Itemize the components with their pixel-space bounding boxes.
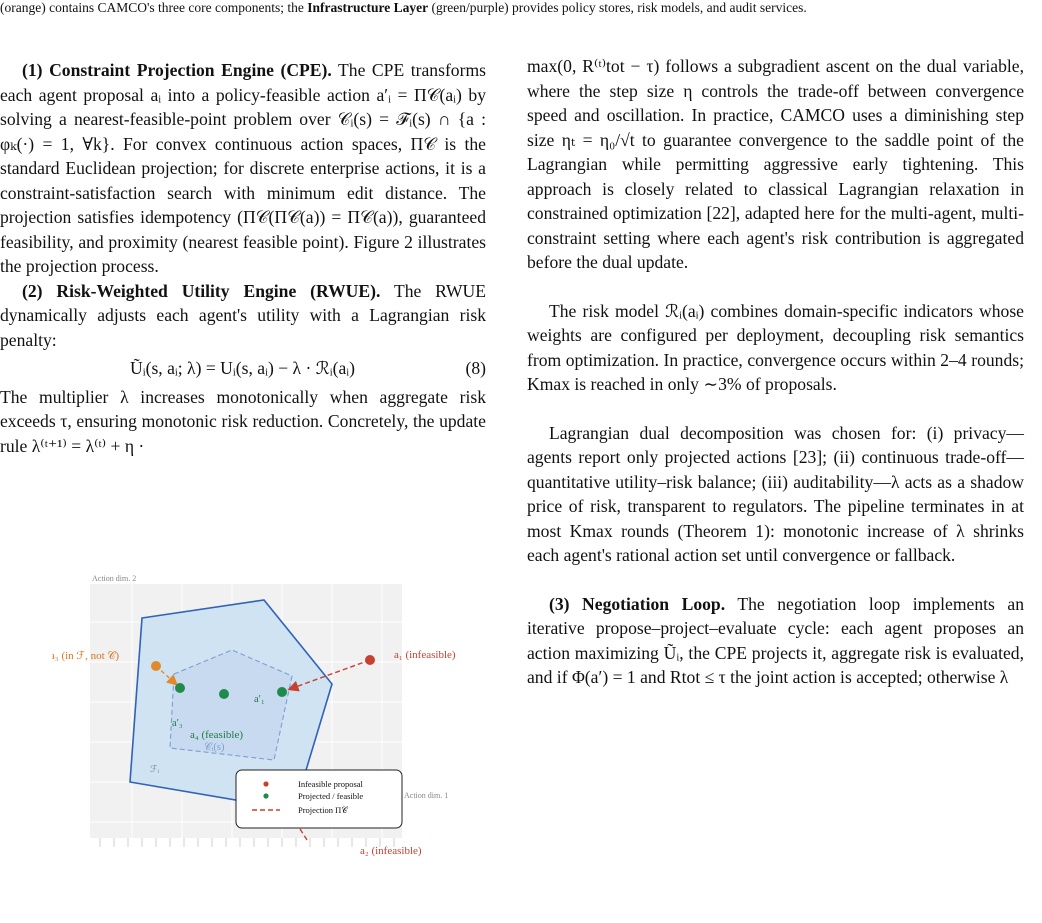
point-a1-prime	[277, 687, 287, 697]
negotiation-text: The negotiation loop implements an iterative propose–project–evaluate cycle: each agent proposes an action maximizing Ũᵢ, the CPE projects it, aggregate risk is evaluated, and if Φ(a′) = 1 and Rtot ≤ τ the joint action is accepted; otherwise λ	[527, 593, 1024, 687]
label-a1: a₁ (infeasible)	[394, 649, 456, 661]
equation-8	[0, 352, 486, 385]
lagrangian-paragraph: Lagrangian dual decomposition was chosen for: (i) privacy—agents report only projected actions [23]; (ii) continuous trade-off—quantitative utility–risk balance; (iii) auditability—λ acts as a shadow price of risk, transparent to regulators. The pipeline terminates in at most Kmax rounds (Theorem 1): monotonic increase of λ shrinks each agent's rational action set until convergence or fallback.	[527, 422, 1024, 565]
projection-figure	[52, 572, 472, 918]
legend-projection: Projection Π𝒞	[298, 805, 348, 815]
negotiation-paragraph	[527, 592, 1024, 690]
caption-text-2: (green/purple) provides policy stores, risk models, and audit services.	[428, 0, 807, 15]
label-a3: a₃ (in ℱ, not 𝒞)	[52, 650, 120, 662]
dual-update-paragraph: max(0, R⁽ᵗ⁾tot − τ) follows a subgradient ascent on the dual variable, where the step size η controls the trade-off between convergence speed and oscillation. In practice, CAMCO uses a diminishing step size ηₜ = η₀/√t to guarantee convergence to the saddle point of the Lagrangian while permitting aggressive early tightening. This approach is closely related to classical Lagrangian relaxation in constrained optimization [22], adapted here for the multi-agent, multi-constraint setting where each agent's risk contribution is aggregated before the dual update.	[527, 56, 1024, 272]
legend-infeasible: Infeasible proposal	[298, 779, 363, 789]
left-column	[0, 58, 486, 458]
point-a4	[219, 689, 229, 699]
legend	[236, 770, 402, 828]
cpe-paragraph	[0, 58, 486, 279]
axis-y-label: Action dim. 2	[92, 574, 137, 583]
equation-number: (8)	[465, 358, 486, 378]
legend-projected: Projected / feasible	[298, 791, 364, 801]
right-column	[527, 54, 1024, 690]
label-a4: a₄ (feasible)	[190, 729, 243, 741]
label-C-region: 𝒞ᵢ(s)	[204, 742, 225, 753]
caption-bold: Infrastructure Layer	[307, 0, 429, 15]
point-a3-prime	[175, 683, 185, 693]
negotiation-heading: (3) Negotiation Loop.	[549, 593, 726, 614]
risk-model-paragraph: The risk model ℛᵢ(aᵢ) combines domain-specific indicators whose weights are configured per deployment, decoupling risk semantics from optimization. In practice, convergence occurs within 2–4 rounds; Kmax is reached in only ∼3% of proposals.	[527, 300, 1024, 394]
axis-ticks	[100, 838, 394, 847]
multiplier-paragraph: The multiplier λ increases monotonically when aggregate risk exceeds τ, ensuring monotonic risk reduction. Concretely, the update rule λ⁽ᵗ⁺¹⁾ = λ⁽ᵗ⁾ + η ·	[0, 386, 486, 456]
label-a2: a₂ (infeasible)	[360, 845, 422, 857]
rwue-paragraph	[0, 279, 486, 353]
cpe-heading: (1) Constraint Projection Engine (CPE).	[22, 60, 332, 80]
rwue-text: The RWUE dynamically adjusts each agent's utility with a Lagrangian risk penalty:	[0, 280, 487, 350]
point-a3	[151, 661, 161, 671]
rwue-heading: (2) Risk-Weighted Utility Engine (RWUE).	[22, 280, 381, 301]
label-a1-prime: a′₁	[254, 694, 265, 705]
point-a1	[365, 655, 375, 665]
caption-text-1: (orange) contains CAMCO's three core components; the	[0, 0, 308, 15]
equation-body: Ũᵢ(s, aᵢ; λ) = Uᵢ(s, aᵢ) − λ · ℛᵢ(aᵢ)	[130, 358, 356, 378]
cpe-text: The CPE transforms each agent proposal aᵢ into a policy-feasible action a′ᵢ = Π𝒞(aᵢ) by solving a nearest-feasible-point problem over 𝒞ᵢ(s) = ℱᵢ(s) ∩ {a : φₖ(·) = 1, ∀k}. For convex continuous action spaces, Π𝒞 is the standard Euclidean projection; for discrete enterprise actions, it is a constraint-satisfaction search with minimum edit distance. The projection satisfies idempotency (Π𝒞(Π𝒞(a)) = Π𝒞(a)), guaranteed feasibility, and proximity (nearest feasible point). Figure 2 illustrates the projection process.	[0, 60, 486, 276]
axis-x-label: Action dim. 1	[404, 791, 449, 800]
label-F-region: ℱᵢ	[150, 765, 160, 775]
projection-diagram	[52, 572, 472, 918]
label-a3-prime: a′₃	[172, 718, 183, 729]
figure-caption-tail	[0, 0, 1042, 22]
